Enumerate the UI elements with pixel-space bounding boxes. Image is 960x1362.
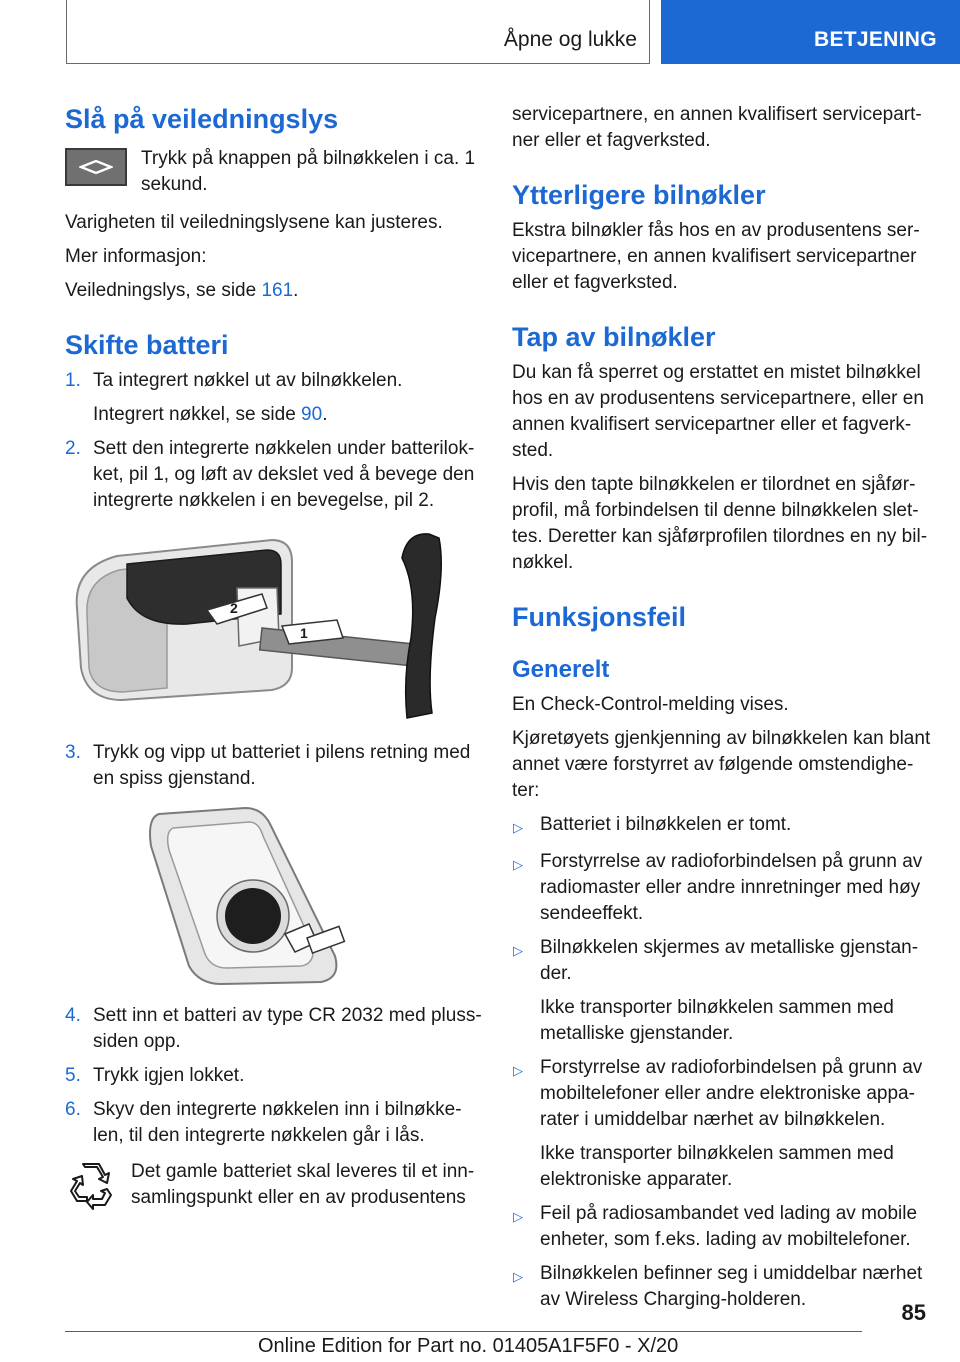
header-chapter-tab[interactable] <box>661 0 960 64</box>
right-column <box>512 102 932 1313</box>
header-section-box <box>66 0 650 64</box>
recycle-note <box>65 1159 485 1211</box>
bullet-triangle-icon: ▷ <box>513 1063 523 1078</box>
battery-cover-figure <box>67 528 467 728</box>
bullet-triangle-icon: ▷ <box>513 857 523 872</box>
heading-malfunction: Funksjonsfeil <box>512 602 687 632</box>
step-1: 1. Ta integrert nøkkel ut av bilnøkkelen. Integrert nøkkel, se side 90. <box>65 370 403 425</box>
guide-key-row <box>65 146 485 198</box>
page-link-161[interactable]: 161 <box>261 280 294 301</box>
extra-keys-text: Ekstra bilnøkler fås hos en av produsentens servicepartnere, en annen kvalifisert servicepartner eller et fagverksted. <box>512 220 920 293</box>
footer-edition: Online Edition for Part no. 01405A1F5F0 - X/20 <box>258 1335 679 1357</box>
step-6: 6. Skyv den integrerte nøkkelen inn i bilnøkkelen, til den integrerte nøkkelen går i lås. <box>65 1099 462 1146</box>
battery-compartment-figure <box>145 806 365 991</box>
page-link-90[interactable]: 90 <box>301 404 323 425</box>
arrow-1-label: 1 <box>300 625 308 641</box>
guide-more-info: Mer informasjon: <box>65 246 207 267</box>
step-2: 2. Sett den integrerte nøkkelen under batterilokket, pil 1, og løft av dekslet ved å bevege den integrerte nøkkelen i en bevegelse, pil 2. <box>65 438 475 511</box>
list-item: ▷ Bilnøkkelen befinner seg i umiddelbar nærhet av Wireless Charging-holderen. <box>512 1261 932 1313</box>
heading-change-battery: Skifte batteri <box>65 330 229 360</box>
footer-divider <box>65 1331 862 1332</box>
heading-lost-keys: Tap av bilnøkler <box>512 322 716 352</box>
list-item: ▷ Bilnøkkelen skjermes av metalliske gjenstander. Ikke transporter bilnøkkelen sammen med metalliske gjenstander. <box>512 935 932 1047</box>
bullet-triangle-icon: ▷ <box>513 820 523 835</box>
guide-reference: Veiledningslys, se side 161. <box>65 280 299 301</box>
recycle-icon <box>65 1159 117 1211</box>
recycle-continued: servicepartnere, en annen kvalifisert servicepartner eller et fagverksted. <box>512 104 922 151</box>
heading-guide-light: Slå på veiledningslys <box>65 104 339 134</box>
list-item: ▷ Forstyrrelse av radioforbindelsen på grunn av mobiltelefoner eller andre elektroniske apparater i umiddelbar nærhet av bilnøkkelen. Ikke transporter bilnøkkelen sammen med elektroniske apparater. <box>512 1055 932 1193</box>
header-section-title: Åpne og lukke <box>503 28 637 51</box>
list-item: ▷ Feil på radiosambandet ved lading av mobile enheter, som f.eks. lading av mobiltelefoner. <box>512 1201 932 1253</box>
header-chapter-label: BETJENING <box>814 28 937 51</box>
general-text-1: En Check-Control-melding vises. <box>512 694 789 715</box>
guide-duration-text: Varigheten til veiledningslysene kan justeres. <box>65 212 443 233</box>
bullet-triangle-icon: ▷ <box>513 1269 523 1284</box>
recycle-text: Det gamle batteriet skal leveres til et innsamlingspunkt eller en av produsentens <box>131 1161 475 1208</box>
step-5: 5. Trykk igjen lokket. <box>65 1065 245 1086</box>
heading-extra-keys: Ytterligere bilnøkler <box>512 180 766 210</box>
guide-light-button-icon <box>65 148 127 186</box>
lost-keys-text-1: Du kan få sperret og erstattet en mistet bilnøkkel hos en av produsentens servicepartnere, eller en annen kvalifisert servicepartner eller et fagverksted. <box>512 362 924 461</box>
heading-general: Generelt <box>512 656 610 683</box>
left-column <box>65 102 485 1211</box>
step-3: 3. Trykk og vipp ut batteriet i pilens retning med en spiss gjenstand. <box>65 742 471 789</box>
arrow-2-label: 2 <box>230 600 238 616</box>
guide-instruction: Trykk på knappen på bilnøkkelen i ca. 1 sekund. <box>141 148 476 195</box>
page-number: 85 <box>901 1300 926 1325</box>
bullet-triangle-icon: ▷ <box>513 1209 523 1224</box>
bullet-triangle-icon: ▷ <box>513 943 523 958</box>
step-4: 4. Sett inn et batteri av type CR 2032 med pluss-siden opp. <box>65 1005 482 1052</box>
general-text-2: Kjøretøyets gjenkjenning av bilnøkkelen kan blant annet være forstyrret av følgende omstendigheter: <box>512 728 931 801</box>
lost-keys-text-2: Hvis den tapte bilnøkkelen er tilordnet en sjåførprofil, må forbindelsen til denne bilnøkkelen slettes. Deretter kan sjåførprofilen tilordnes en ny bilnøkkel. <box>512 474 928 573</box>
list-item: ▷ Forstyrrelse av radioforbindelsen på grunn av radiomaster eller andre innretninger med høy sendeeffekt. <box>512 849 932 927</box>
list-item: ▷ Batteriet i bilnøkkelen er tomt. <box>512 812 932 841</box>
